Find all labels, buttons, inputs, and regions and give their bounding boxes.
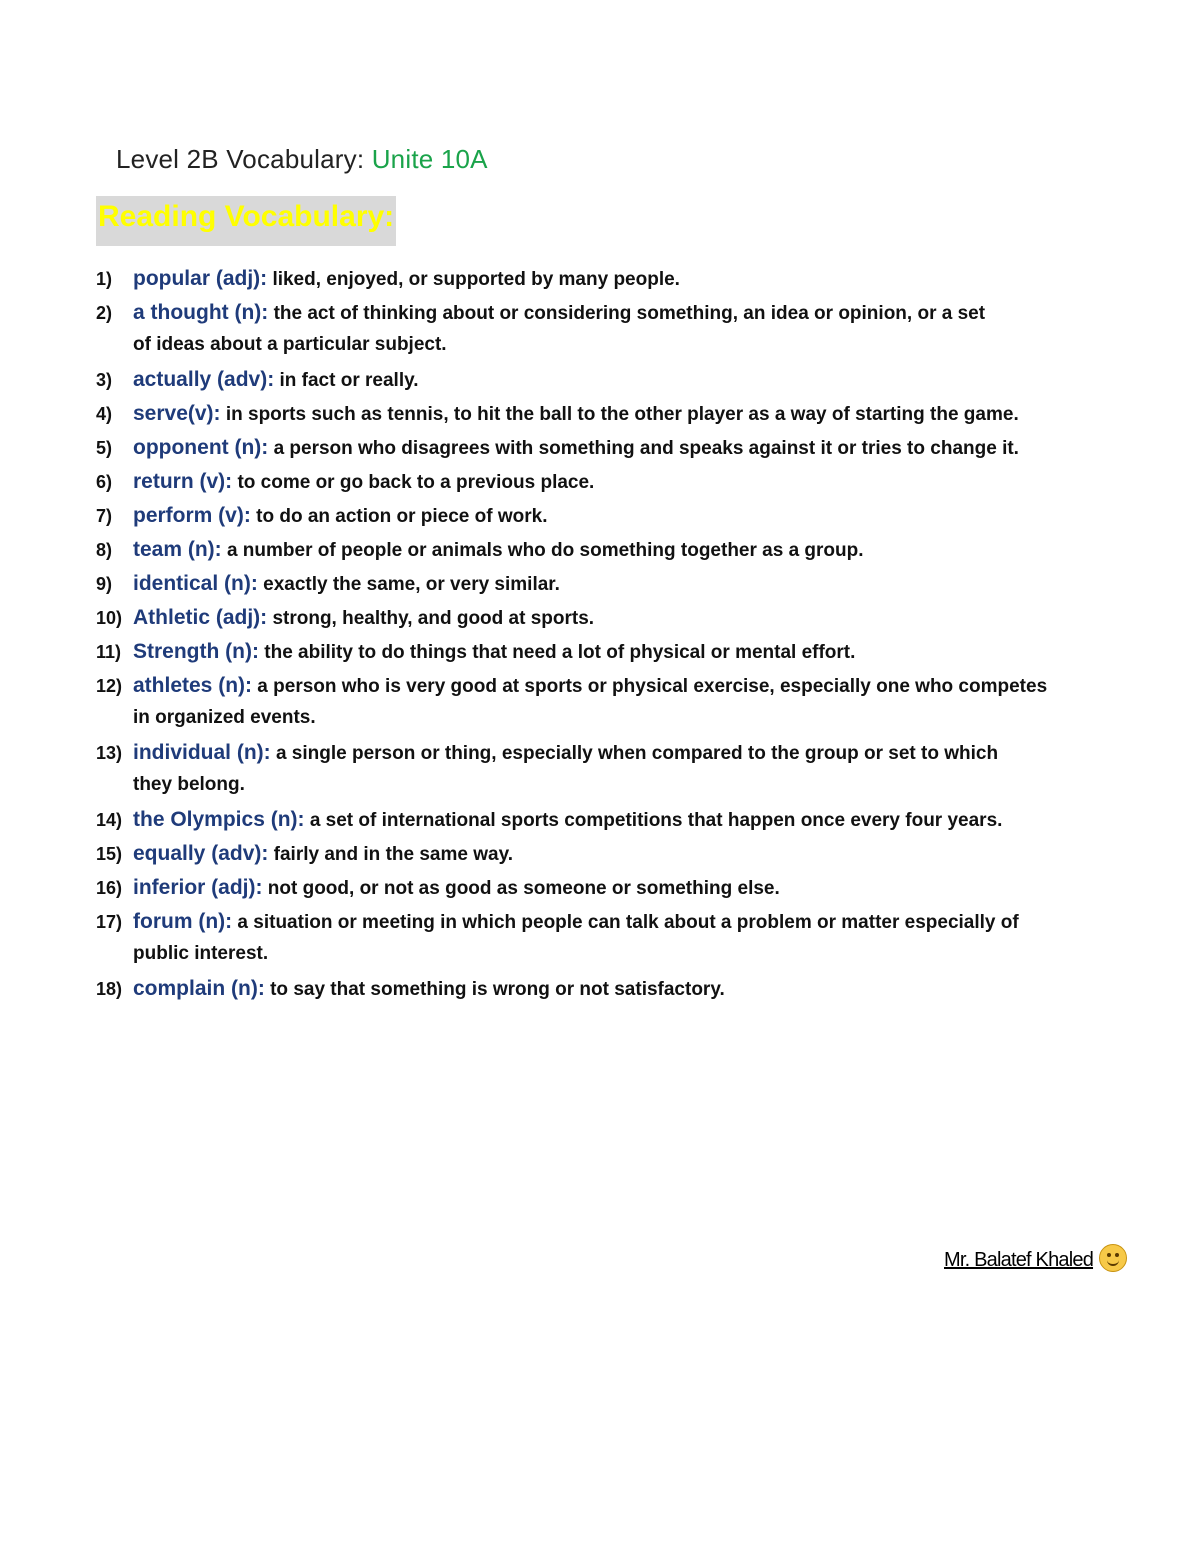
vocab-definition: strong, healthy, and good at sports.	[272, 608, 595, 629]
vocab-definition: a situation or meeting in which people can talk about a problem or matter especially of	[237, 912, 1019, 933]
vocab-definition-continued: public interest.	[133, 943, 269, 964]
vocab-term: Athletic (adj):	[133, 606, 268, 629]
vocab-definition: to come or go back to a previous place.	[237, 472, 595, 493]
vocab-line	[96, 601, 1136, 635]
vocab-term: perform (v):	[133, 504, 251, 527]
vocab-line	[96, 972, 1136, 1006]
item-number: 8)	[96, 540, 113, 560]
vocab-line	[96, 803, 1136, 837]
signature	[944, 1244, 1127, 1272]
vocab-definition: a single person or thing, especially when compared to the group or set to which	[275, 743, 999, 764]
vocab-line	[96, 669, 1136, 703]
item-number: 1)	[96, 269, 113, 289]
vocab-term: athletes (n):	[133, 674, 253, 697]
vocab-term: a thought (n):	[133, 301, 269, 324]
vocab-term: opponent (n):	[133, 436, 269, 459]
vocab-definition-continued: they belong.	[133, 774, 245, 795]
vocab-item	[96, 837, 1136, 871]
item-number: 4)	[96, 404, 113, 424]
vocab-item	[96, 803, 1136, 837]
vocab-line	[96, 635, 1136, 669]
vocab-definition: in sports such as tennis, to hit the ball to the other player as a way of starting the game.	[225, 404, 1019, 425]
vocab-term: popular (adj):	[133, 267, 268, 290]
vocab-item	[96, 499, 1136, 533]
vocab-term: serve(v):	[133, 402, 221, 425]
vocab-definition: the act of thinking about or considering something, an idea or opinion, or a set	[273, 303, 986, 324]
vocab-item	[96, 567, 1136, 601]
vocab-term: complain (n):	[133, 977, 265, 1000]
item-number: 2)	[96, 303, 113, 323]
vocab-definition: exactly the same, or very similar.	[263, 574, 560, 595]
vocab-item	[96, 296, 1136, 363]
item-number: 7)	[96, 506, 113, 526]
vocab-item	[96, 431, 1136, 465]
vocab-definition: in fact or really.	[279, 370, 419, 391]
item-number: 17)	[96, 912, 123, 932]
vocab-line	[96, 905, 1136, 939]
vocab-item	[96, 871, 1136, 905]
vocabulary-list	[96, 262, 1136, 1006]
vocab-term: return (v):	[133, 470, 233, 493]
vocab-term: Strength (n):	[133, 640, 259, 663]
vocab-item	[96, 635, 1136, 669]
vocab-line	[96, 431, 1136, 465]
vocab-definition: to say that something is wrong or not satisfactory.	[270, 979, 725, 1000]
vocab-line	[96, 296, 1136, 330]
vocab-item	[96, 905, 1136, 972]
item-number: 3)	[96, 370, 113, 390]
vocab-item	[96, 736, 1136, 803]
vocab-definition: not good, or not as good as someone or something else.	[267, 878, 780, 899]
vocab-term: individual (n):	[133, 741, 271, 764]
vocab-item	[96, 397, 1136, 431]
vocab-term: identical (n):	[133, 572, 258, 595]
item-number: 18)	[96, 979, 123, 999]
vocab-definition: a person who is very good at sports or physical exercise, especially one who competes	[257, 676, 1048, 697]
vocab-line	[96, 363, 1136, 397]
item-number: 15)	[96, 844, 123, 864]
vocab-line	[96, 262, 1136, 296]
vocab-item	[96, 972, 1136, 1006]
vocab-definition-continued: of ideas about a particular subject.	[133, 334, 447, 355]
section-heading: Reading Vocabulary:	[96, 196, 396, 246]
vocab-line	[96, 736, 1136, 770]
vocab-line	[96, 499, 1136, 533]
vocab-line	[96, 533, 1136, 567]
vocab-definition: fairly and in the same way.	[273, 844, 514, 865]
vocab-term: forum (n):	[133, 910, 233, 933]
smiley-face-icon	[1099, 1244, 1127, 1272]
item-number: 16)	[96, 878, 123, 898]
vocab-definition: a set of international sports competitions that happen once every four years.	[309, 810, 1003, 831]
vocab-line	[96, 397, 1136, 431]
item-number: 5)	[96, 438, 113, 458]
vocab-item	[96, 669, 1136, 736]
vocab-definition: to do an action or piece of work.	[256, 506, 548, 527]
vocab-line	[96, 567, 1136, 601]
vocab-item	[96, 465, 1136, 499]
vocab-term: equally (adv):	[133, 842, 269, 865]
page-title	[116, 144, 488, 175]
unit-label: Unite 10A	[371, 144, 488, 174]
vocab-term: team (n):	[133, 538, 222, 561]
vocab-item	[96, 262, 1136, 296]
vocab-item	[96, 533, 1136, 567]
vocab-definition: a person who disagrees with something and speaks against it or tries to change it.	[273, 438, 1019, 459]
vocab-definition: liked, enjoyed, or supported by many people.	[272, 269, 680, 290]
item-number: 14)	[96, 810, 123, 830]
vocab-definition: the ability to do things that need a lot of physical or mental effort.	[264, 642, 856, 663]
vocab-term: the Olympics (n):	[133, 808, 305, 831]
item-number: 13)	[96, 743, 123, 763]
signature-text: Mr. Balatef Khaled	[944, 1249, 1094, 1271]
vocab-line	[96, 871, 1136, 905]
vocab-line	[96, 465, 1136, 499]
vocab-definition-continued: in organized events.	[133, 707, 316, 728]
item-number: 9)	[96, 574, 113, 594]
item-number: 11)	[96, 642, 122, 662]
vocab-item	[96, 363, 1136, 397]
item-number: 12)	[96, 676, 123, 696]
vocab-item	[96, 601, 1136, 635]
vocab-term: actually (adv):	[133, 368, 275, 391]
item-number: 6)	[96, 472, 113, 492]
vocab-line	[96, 837, 1136, 871]
vocab-term: inferior (adj):	[133, 876, 263, 899]
item-number: 10)	[96, 608, 123, 628]
title-prefix: Level 2B Vocabulary:	[116, 144, 372, 174]
vocab-definition: a number of people or animals who do something together as a group.	[226, 540, 864, 561]
